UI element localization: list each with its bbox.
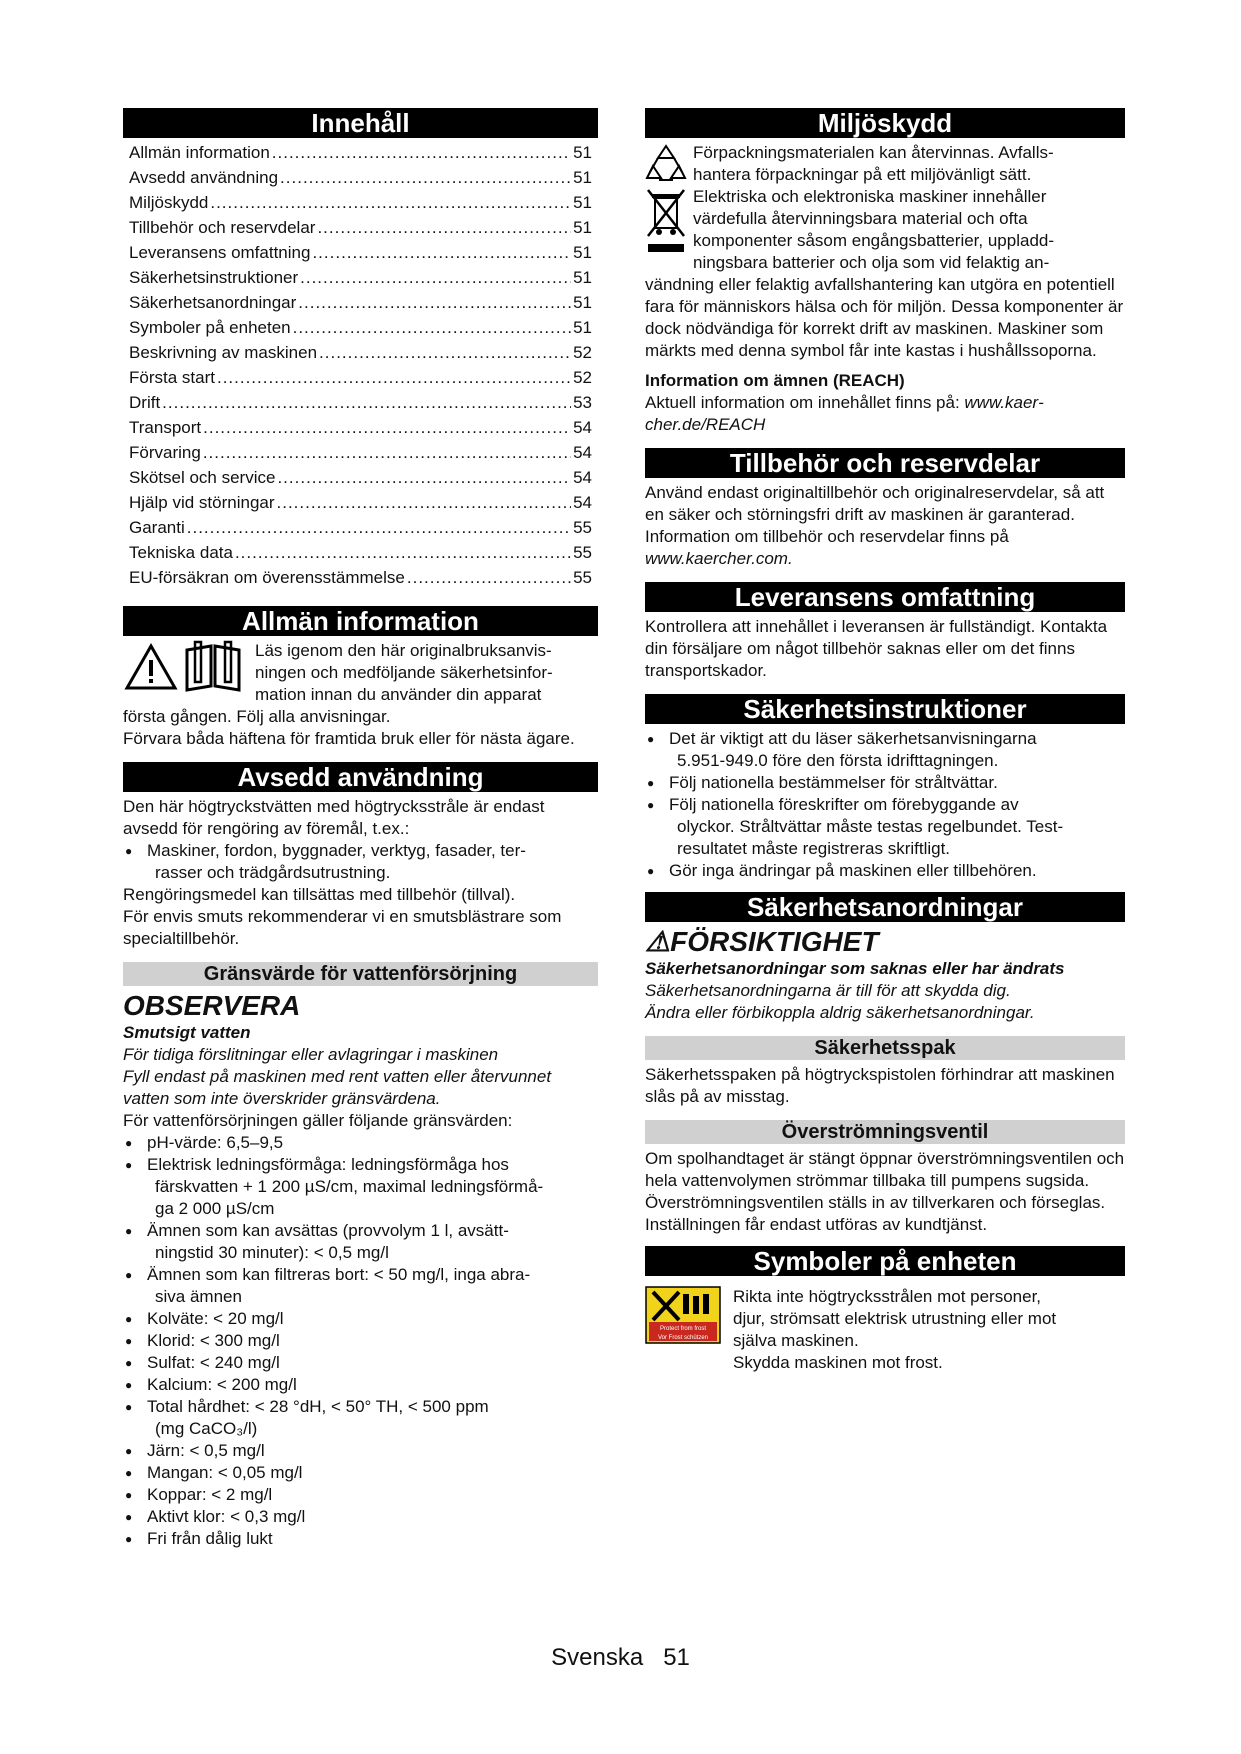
caution-label: ⚠FÖRSIKTIGHET bbox=[645, 926, 879, 957]
toc-entry[interactable] bbox=[123, 242, 598, 267]
lever-subheading: Säkerhetsspak bbox=[645, 1036, 1125, 1060]
caution-subtitle: Säkerhetsanordningar som saknas eller har ändrats bbox=[645, 959, 1065, 978]
toc-leader-dots bbox=[293, 317, 571, 339]
toc-entry[interactable] bbox=[123, 167, 598, 192]
list-item: ● Total hårdhet: < 28 °dH, < 50° TH, < 500 ppm (mg CaCO₃/l) bbox=[123, 1396, 598, 1440]
toc-entry-page: 51 bbox=[573, 243, 592, 262]
toc-leader-dots bbox=[217, 367, 571, 389]
caution-icon: ⚠ bbox=[645, 926, 671, 957]
toc-entry-page: 51 bbox=[573, 218, 592, 237]
intended-paragraph2: Rengöringsmedel kan tillsättas med tillbehör (tillval). bbox=[123, 885, 516, 904]
toc-entry[interactable] bbox=[123, 342, 598, 367]
toc-entry-title: Tekniska data bbox=[129, 543, 233, 562]
toc-leader-dots bbox=[203, 417, 571, 439]
toc-entry-page: 53 bbox=[573, 393, 592, 412]
footer-language: Svenska bbox=[551, 1644, 644, 1671]
toc-entry-page: 51 bbox=[573, 318, 592, 337]
recycling-icon bbox=[645, 142, 687, 186]
toc-leader-dots bbox=[280, 167, 571, 189]
warning-triangle-icon bbox=[123, 640, 179, 692]
page-footer bbox=[0, 1643, 1241, 1673]
lever-paragraph: Säkerhetsspaken på högtryckspistolen förhindrar att maskinen slås på av misstag. bbox=[645, 1065, 1115, 1106]
toc-entry-page: 55 bbox=[573, 543, 592, 562]
list-item: ● Ämnen som kan filtreras bort: < 50 mg/l, inga abra- siva ämnen bbox=[123, 1264, 598, 1308]
toc-entry-page: 54 bbox=[573, 468, 592, 487]
toc-list bbox=[123, 142, 598, 592]
toc-entry-page: 51 bbox=[573, 268, 592, 287]
delivery-heading: Leveransens omfattning bbox=[645, 582, 1125, 612]
general-intro bbox=[123, 640, 598, 706]
env-recycle-row bbox=[645, 142, 1125, 186]
toc-entry[interactable] bbox=[123, 467, 598, 492]
list-item: ● Det är viktigt att du läser säkerhetsanvisningarna 5.951-949.0 före den första idrifttagningen. bbox=[645, 728, 1125, 772]
toc-entry-title: Symboler på enheten bbox=[129, 318, 291, 337]
toc-entry-title: EU-försäkran om överensstämmelse bbox=[129, 568, 405, 587]
symbols-line1: Rikta inte högtrycksstrålen mot personer, bbox=[733, 1287, 1042, 1306]
valve-subheading: Överströmningsventil bbox=[645, 1120, 1125, 1144]
valve-paragraph1: Om spolhandtaget är stängt öppnar överströmningsventilen och hela vattenvolymen strömmar tillbaka till pumpens sugsida. bbox=[645, 1149, 1125, 1190]
toc-leader-dots bbox=[319, 342, 571, 364]
toc-entry-title: Drift bbox=[129, 393, 161, 412]
toc-leader-dots bbox=[187, 517, 571, 539]
toc-entry[interactable] bbox=[123, 417, 598, 442]
left-column bbox=[123, 108, 598, 1550]
reach-link[interactable]: www.kaercher.de/REACH bbox=[645, 393, 1044, 434]
toc-entry-page: 52 bbox=[573, 343, 592, 362]
toc-entry-title: Leveransens omfattning bbox=[129, 243, 311, 262]
list-item: ● Koppar: < 2 mg/l bbox=[123, 1484, 598, 1506]
toc-entry-page: 52 bbox=[573, 368, 592, 387]
reach-title: Information om ämnen (REACH) bbox=[645, 371, 905, 390]
toc-entry[interactable] bbox=[123, 267, 598, 292]
toc-entry-title: Skötsel och service bbox=[129, 468, 276, 487]
toc-entry-title: Allmän information bbox=[129, 143, 270, 162]
toc-entry[interactable] bbox=[123, 567, 598, 592]
label-text-2: Vor Frost schützen bbox=[657, 1335, 709, 1341]
toc-entry[interactable] bbox=[123, 142, 598, 167]
list-item: ● Ämnen som kan avsättas (provvolym 1 l, avsätt- ningstid 30 minuter): < 0,5 mg/l bbox=[123, 1220, 598, 1264]
water-limits-list bbox=[123, 1132, 598, 1550]
toc-entry-page: 55 bbox=[573, 568, 592, 587]
toc-entry[interactable] bbox=[123, 192, 598, 217]
env-paragraph: vändning eller felaktig avfallshantering kan utgöra en potentiell fara för människors hälsa och för miljön. Dessa komponenter är dock nödvändiga för korrekt drift av maskinen. Maskiner som märkts med denna symbol får inte kastas i hushållssoporna. bbox=[645, 275, 1124, 360]
accessories-link[interactable]: www.kaercher.com. bbox=[645, 549, 793, 568]
accessories-paragraph2: Information om tillbehör och reservdelar finns på bbox=[645, 527, 1009, 546]
env-line6: ningsbara batterier och olja som vid felaktig an- bbox=[693, 253, 1050, 272]
list-item: ● Följ nationella föreskrifter om förebyggande av olyckor. Stråltvättar måste testas regelbundet. Test- resultatet måste registreras skriftligt. bbox=[645, 794, 1125, 860]
toc-entry[interactable] bbox=[123, 392, 598, 417]
list-item: ● Kalcium: < 200 mg/l bbox=[123, 1374, 598, 1396]
toc-entry-title: Första start bbox=[129, 368, 215, 387]
toc-entry[interactable] bbox=[123, 492, 598, 517]
list-item: ● Klorid: < 300 mg/l bbox=[123, 1330, 598, 1352]
list-item: ● Maskiner, fordon, byggnader, verktyg, fasader, ter- rasser och trädgårdsutrustning. bbox=[123, 840, 598, 884]
notice-text1: För tidiga förslitningar eller avlagringar i maskinen bbox=[123, 1045, 499, 1064]
valve-paragraph2: Överströmningsventilen ställs in av tillverkaren och förseglas. Inställningen får endast utföras av kundtjänst. bbox=[645, 1193, 1106, 1234]
manual-book-icon bbox=[183, 640, 243, 692]
delivery-paragraph: Kontrollera att innehållet i leveransen är fullständigt. Kontakta din försäljare om något tillbehör saknas eller om det finns transportskador. bbox=[645, 617, 1108, 680]
toc-leader-dots bbox=[277, 492, 572, 514]
general-paragraph2: Förvara båda häftena för framtida bruk eller för nästa ägare. bbox=[123, 729, 575, 748]
list-item: ● Aktivt klor: < 0,3 mg/l bbox=[123, 1506, 598, 1528]
footer-page-number: 51 bbox=[663, 1644, 690, 1671]
reach-text: Aktuell information om innehållet finns på: www.kaercher.de/REACH bbox=[645, 393, 1044, 434]
toc-entry-title: Beskrivning av maskinen bbox=[129, 343, 318, 362]
toc-entry-page: 51 bbox=[573, 193, 592, 212]
general-line3: mation innan du använder din apparat bbox=[255, 685, 542, 704]
toc-entry[interactable] bbox=[123, 517, 598, 542]
list-item: ● Sulfat: < 240 mg/l bbox=[123, 1352, 598, 1374]
env-line2: hantera förpackningar på ett miljövänligt sätt. bbox=[693, 165, 1032, 184]
toc-leader-dots bbox=[203, 442, 571, 464]
list-item: ● Mangan: < 0,05 mg/l bbox=[123, 1462, 598, 1484]
toc-entry-title: Tillbehör och reservdelar bbox=[129, 218, 316, 237]
toc-entry-page: 51 bbox=[573, 168, 592, 187]
accessories-paragraph1: Använd endast originaltillbehör och originalreservdelar, så att en säker och störningsfri drift av maskinen är garanterad. bbox=[645, 483, 1105, 524]
toc-entry-page: 55 bbox=[573, 518, 592, 537]
toc-entry[interactable] bbox=[123, 542, 598, 567]
toc-entry-title: Transport bbox=[129, 418, 202, 437]
toc-leader-dots bbox=[162, 392, 571, 414]
toc-leader-dots bbox=[272, 142, 571, 164]
list-item: ● Fri från dålig lukt bbox=[123, 1528, 598, 1550]
list-item: ● Gör inga ändringar på maskinen eller tillbehören. bbox=[645, 860, 1125, 882]
general-line1: Läs igenom den här originalbruksanvis- bbox=[255, 641, 552, 660]
toc-leader-dots bbox=[407, 567, 571, 589]
crossed-bin-icon bbox=[645, 186, 687, 274]
symbols-line4: Skydda maskinen mot frost. bbox=[733, 1353, 943, 1372]
list-item: ● Järn: < 0,5 mg/l bbox=[123, 1440, 598, 1462]
env-weee-row bbox=[645, 186, 1125, 274]
water-intro: För vattenförsörjningen gäller följande gränsvärden: bbox=[123, 1111, 513, 1130]
list-item: ● Elektrisk ledningsförmåga: ledningsförmåga hos färskvatten + 1 200 µS/cm, maximal ledningsförmå- ga 2 000 µS/cm bbox=[123, 1154, 598, 1220]
toc-heading: Innehåll bbox=[123, 108, 598, 138]
devices-heading: Säkerhetsanordningar bbox=[645, 892, 1125, 922]
toc-entry-page: 54 bbox=[573, 493, 592, 512]
toc-entry-title: Säkerhetsinstruktioner bbox=[129, 268, 299, 287]
accessories-heading: Tillbehör och reservdelar bbox=[645, 448, 1125, 478]
toc-leader-dots bbox=[277, 467, 571, 489]
env-line5: komponenter såsom engångsbatterier, uppladd- bbox=[693, 231, 1055, 250]
toc-leader-dots bbox=[210, 192, 571, 214]
toc-entry-page: 54 bbox=[573, 443, 592, 462]
intended-list bbox=[123, 840, 598, 884]
intended-paragraph1: Den här högtryckstvätten med högtrycksstråle är endast avsedd för rengöring av föremål, t.ex.: bbox=[123, 797, 545, 838]
safety-heading: Säkerhetsinstruktioner bbox=[645, 694, 1125, 724]
general-line2: ningen och medföljande säkerhetsinfor- bbox=[255, 663, 553, 682]
notice-subtitle: Smutsigt vatten bbox=[123, 1023, 251, 1042]
env-line3: Elektriska och elektroniska maskiner innehåller bbox=[693, 187, 1047, 206]
toc-entry-page: 51 bbox=[573, 143, 592, 162]
symbols-heading: Symboler på enheten bbox=[645, 1246, 1125, 1276]
toc-entry[interactable] bbox=[123, 217, 598, 242]
symbols-row bbox=[645, 1286, 1125, 1374]
right-column bbox=[645, 108, 1125, 1374]
caution-text1: Säkerhetsanordningarna är till för att skydda dig. bbox=[645, 981, 1011, 1000]
notice-label: OBSERVERA bbox=[123, 990, 301, 1021]
toc-entry[interactable] bbox=[123, 292, 598, 317]
notice-text2: Fyll endast på maskinen med rent vatten eller återvunnet vatten som inte överskrider gränsvärdena. bbox=[123, 1067, 552, 1108]
toc-entry[interactable] bbox=[123, 367, 598, 392]
symbols-line2: djur, strömsatt elektrisk utrustning eller mot bbox=[733, 1309, 1057, 1328]
toc-entry-title: Avsedd användning bbox=[129, 168, 279, 187]
env-heading: Miljöskydd bbox=[645, 108, 1125, 138]
toc-entry-page: 51 bbox=[573, 293, 592, 312]
toc-entry-title: Hjälp vid störningar bbox=[129, 493, 275, 512]
intended-heading: Avsedd användning bbox=[123, 762, 598, 792]
intended-paragraph3: För envis smuts rekommenderar vi en smutsblästrare som specialtillbehör. bbox=[123, 907, 562, 948]
toc-entry-title: Miljöskydd bbox=[129, 193, 209, 212]
toc-leader-dots bbox=[300, 267, 571, 289]
safety-list bbox=[645, 728, 1125, 882]
list-item: ● Kolväte: < 20 mg/l bbox=[123, 1308, 598, 1330]
env-line1: Förpackningsmaterialen kan återvinnas. Avfalls- bbox=[693, 143, 1054, 162]
toc-leader-dots bbox=[312, 242, 571, 264]
symbols-line3: själva maskinen. bbox=[733, 1331, 859, 1350]
toc-entry[interactable] bbox=[123, 317, 598, 342]
env-line4: värdefulla återvinningsbara material och ofta bbox=[693, 209, 1028, 228]
warning-label-icon bbox=[645, 1286, 721, 1344]
toc-entry-title: Garanti bbox=[129, 518, 185, 537]
toc-entry-title: Säkerhetsanordningar bbox=[129, 293, 297, 312]
toc-entry-page: 54 bbox=[573, 418, 592, 437]
general-line4: första gången. Följ alla anvisningar. bbox=[123, 707, 391, 726]
water-subheading: Gränsvärde för vattenförsörjning bbox=[123, 962, 598, 986]
label-text-1: Protect from frost bbox=[659, 1326, 707, 1332]
list-item: ● Följ nationella bestämmelser för stråltvättar. bbox=[645, 772, 1125, 794]
toc-leader-dots bbox=[298, 292, 571, 314]
list-item: ● pH-värde: 6,5–9,5 bbox=[123, 1132, 598, 1154]
toc-entry[interactable] bbox=[123, 442, 598, 467]
general-heading: Allmän information bbox=[123, 606, 598, 636]
toc-leader-dots bbox=[235, 542, 571, 564]
caution-text2: Ändra eller förbikoppla aldrig säkerhetsanordningar. bbox=[645, 1003, 1035, 1022]
toc-leader-dots bbox=[317, 217, 571, 239]
toc-entry-title: Förvaring bbox=[129, 443, 201, 462]
